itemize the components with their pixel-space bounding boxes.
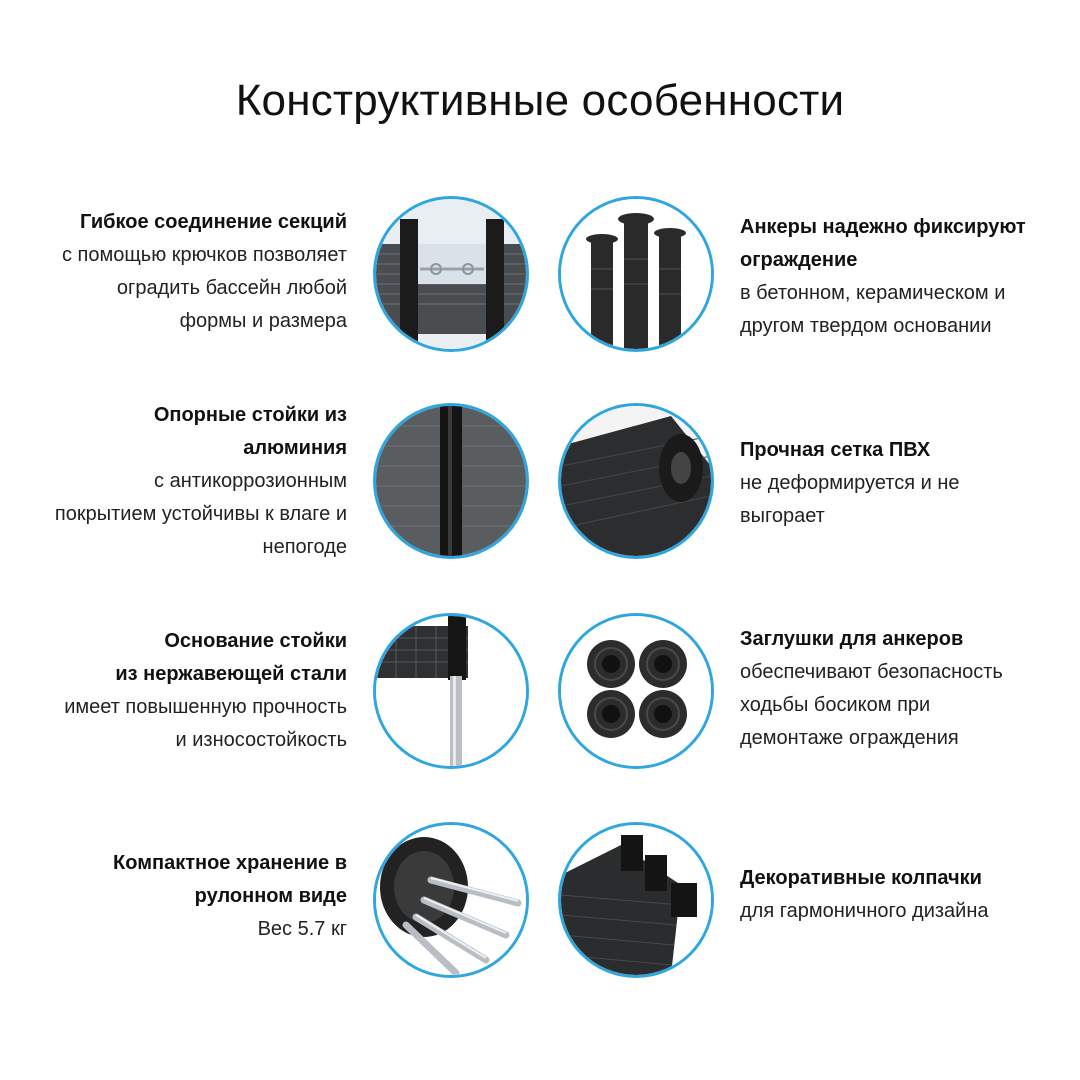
feature-desc-line: другом твердом основании: [740, 315, 992, 337]
feature-desc-line: непогоде: [262, 536, 347, 558]
hook-connection-icon: [373, 196, 529, 352]
anchors-icon: [558, 196, 714, 352]
feature-compact-storage: [113, 847, 347, 946]
feature-desc-line: Вес 5.7 кг: [257, 918, 347, 940]
feature-title-line: Декоративные колпачки: [740, 867, 982, 889]
feature-title-line: Гибкое соединение секций: [80, 211, 347, 233]
feature-desc-line: оградить бассейн любой: [116, 277, 347, 299]
page-title: Конструктивные особенности: [235, 76, 845, 125]
feature-title-line: Прочная сетка ПВХ: [740, 439, 931, 461]
feature-desc-line: в бетонном, керамическом и: [740, 282, 1006, 304]
feature-desc-line: имеет повышенную прочность: [64, 696, 347, 718]
feature-title-line: из нержавеющей стали: [115, 663, 347, 685]
feature-title-line: Компактное хранение в: [113, 852, 347, 874]
rolled-storage-icon: [373, 822, 529, 978]
feature-desc-line: для гармоничного дизайна: [740, 900, 989, 922]
feature-desc-line: выгорает: [740, 505, 825, 527]
feature-desc-line: демонтаже ограждения: [740, 727, 959, 749]
feature-title-line: ограждение: [740, 249, 858, 271]
steel-post-base-icon: [373, 613, 529, 769]
feature-flexible-connection: [62, 206, 347, 338]
aluminum-post-icon: [373, 403, 529, 559]
decorative-caps-icon: [558, 822, 714, 978]
feature-steel-base: [64, 625, 347, 757]
feature-aluminum-posts: [55, 399, 347, 564]
feature-pvc-mesh: [740, 434, 960, 533]
feature-title-line: алюминия: [243, 437, 347, 459]
feature-desc-line: с помощью крючков позволяет: [61, 244, 347, 266]
feature-anchors: [740, 211, 1026, 343]
feature-desc-line: формы и размера: [179, 310, 347, 332]
feature-decorative-caps: [740, 862, 989, 928]
anchor-caps-icon: [558, 613, 714, 769]
pvc-mesh-roll-icon: [558, 403, 714, 559]
feature-desc-line: не деформируется и не: [740, 472, 960, 494]
feature-title-line: рулонном виде: [194, 885, 347, 907]
feature-desc-line: ходьбы босиком при: [740, 694, 931, 716]
feature-desc-line: с антикоррозионным: [154, 470, 347, 492]
feature-anchor-caps: [740, 623, 1003, 755]
feature-title-line: Опорные стойки из: [153, 404, 347, 426]
feature-title-line: Анкеры надежно фиксируют: [740, 216, 1026, 238]
feature-desc-line: покрытием устойчивы к влаге и: [54, 503, 347, 525]
feature-title-line: Основание стойки: [164, 630, 347, 652]
feature-desc-line: и износостойкость: [175, 729, 347, 751]
feature-desc-line: обеспечивают безопасность: [740, 661, 1003, 683]
feature-title-line: Заглушки для анкеров: [740, 628, 964, 650]
